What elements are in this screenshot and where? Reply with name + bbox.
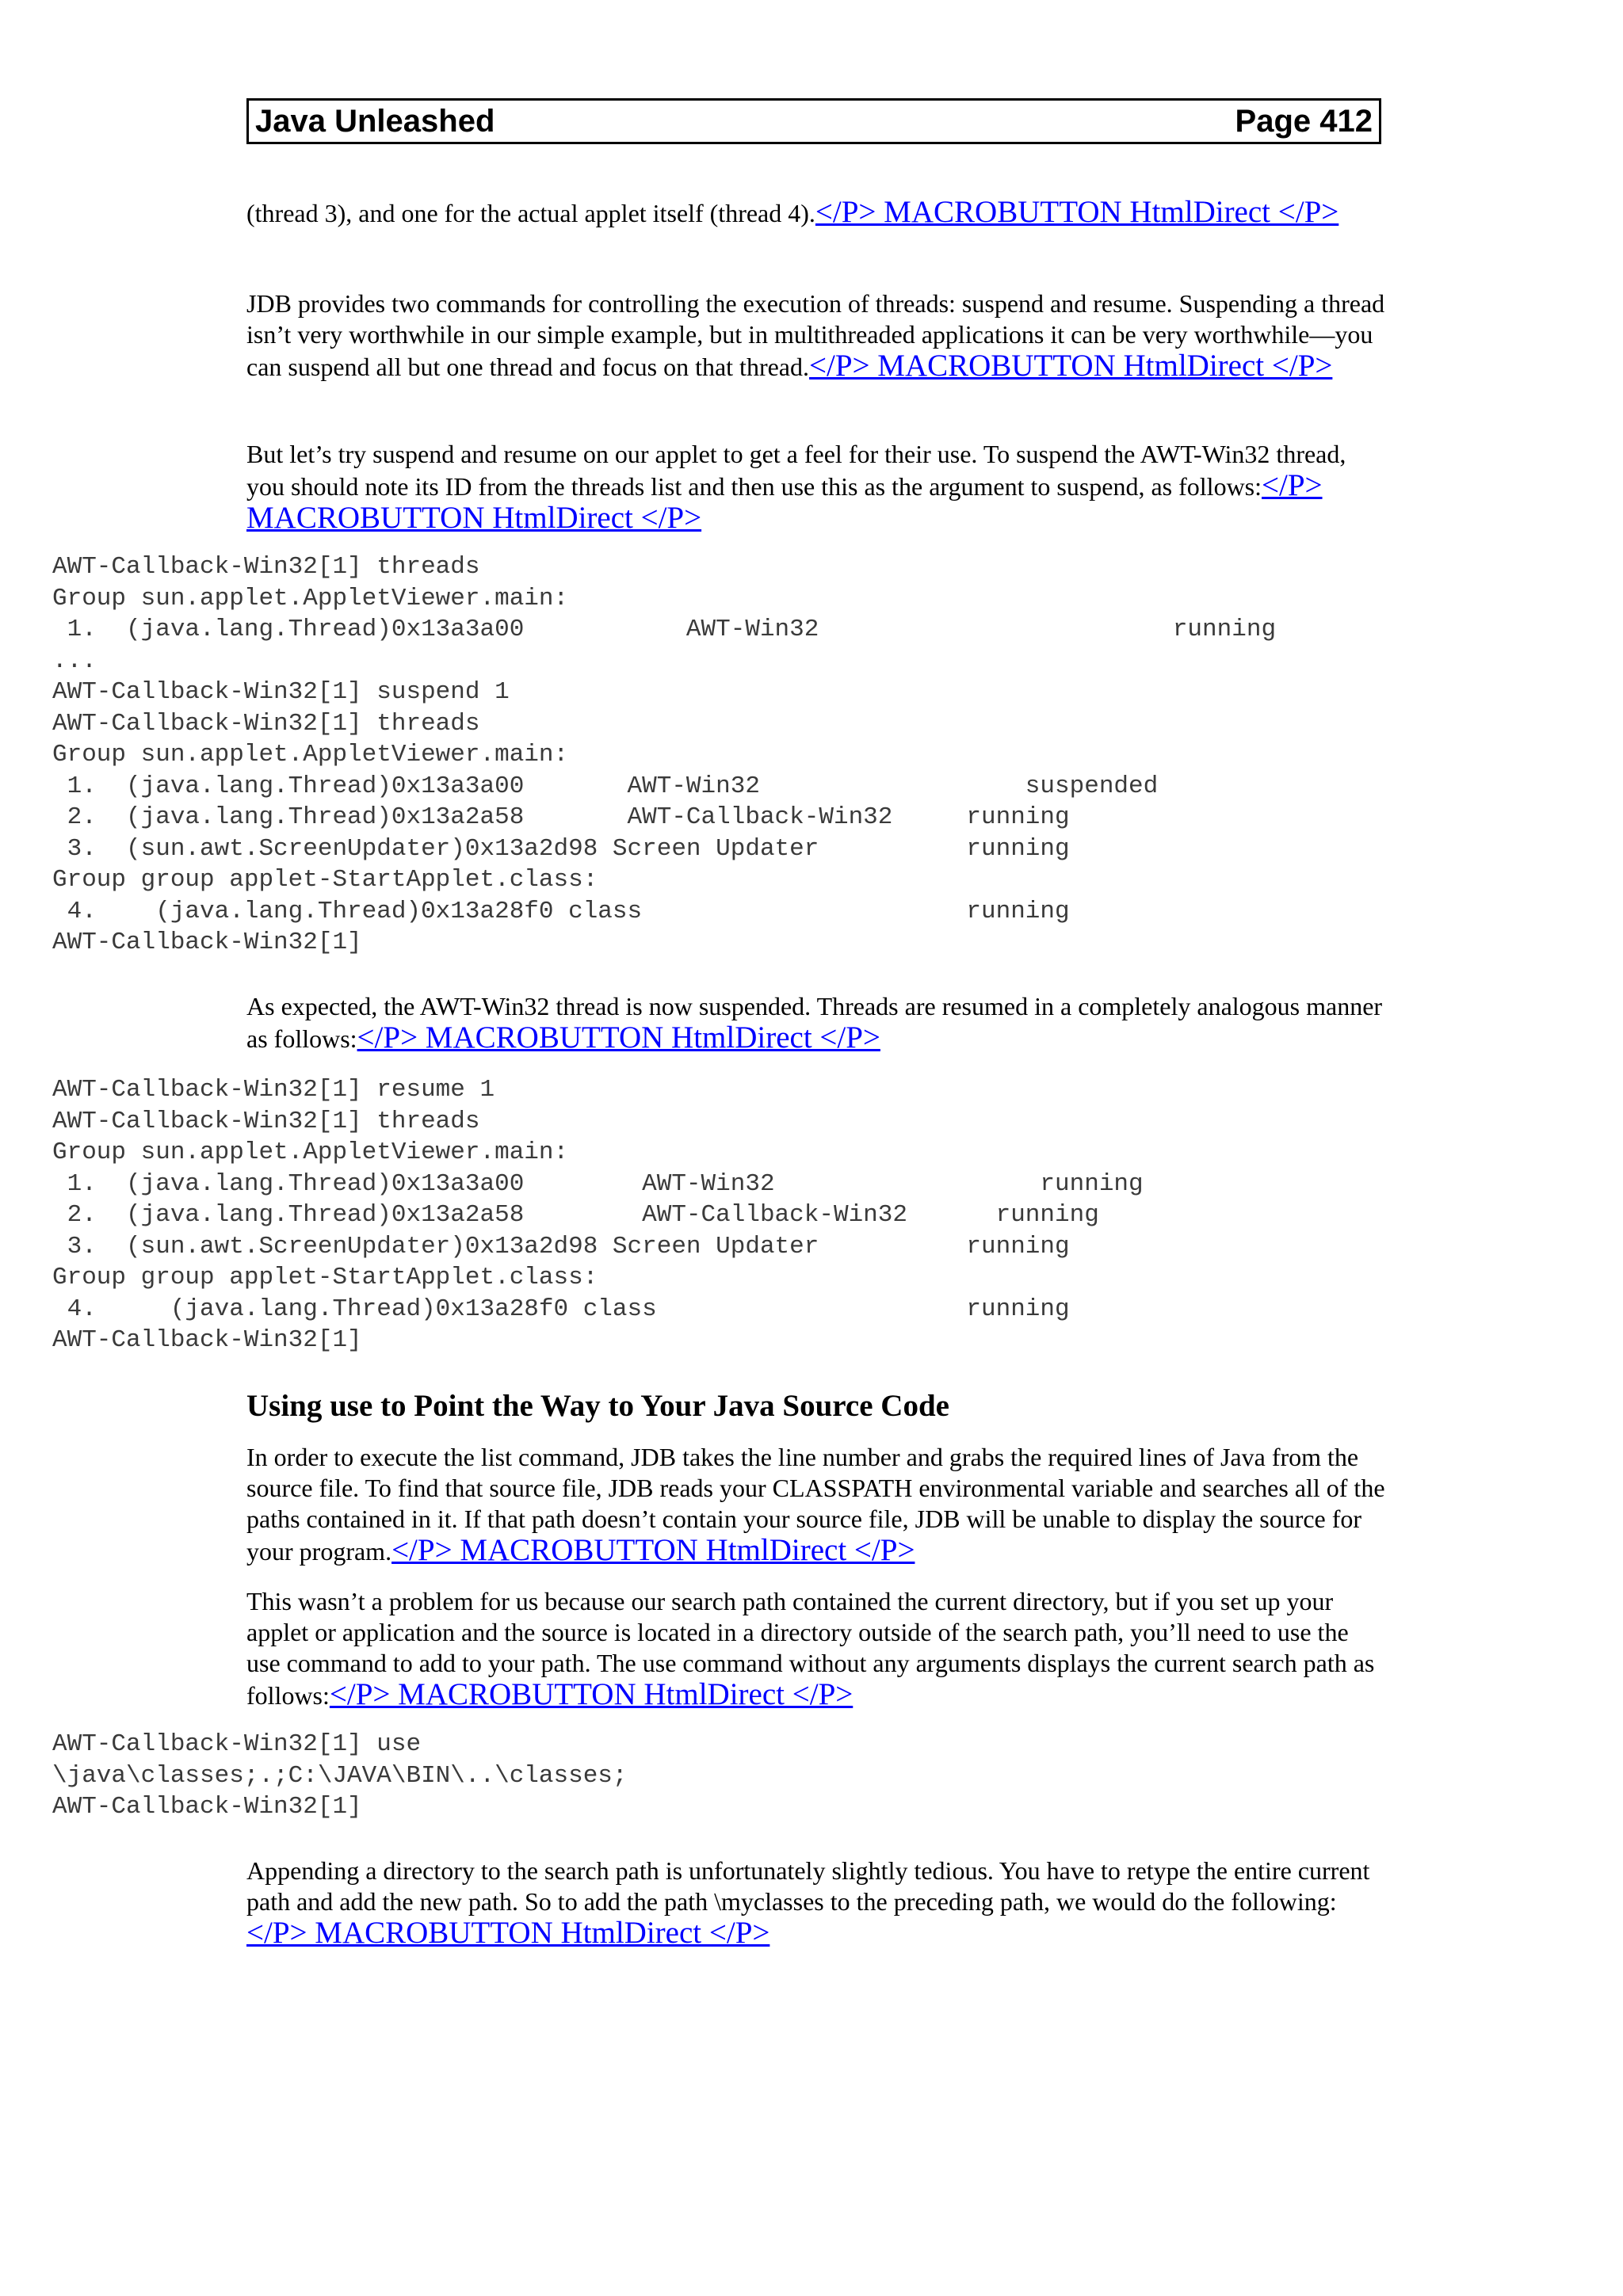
code-line: 3. (sun.awt.ScreenUpdater)0x13a2d98 Screen Updater running: [52, 834, 1070, 863]
code-line: ...: [52, 646, 97, 675]
code-line: Group sun.applet.AppletViewer.main:: [52, 741, 569, 769]
macrobutton-link[interactable]: </P> MACROBUTTON HtmlDirect </P>: [246, 1916, 770, 1950]
code-line: AWT-Callback-Win32[1]: [52, 1326, 362, 1354]
code-line: AWT-Callback-Win32[1] threads: [52, 553, 480, 581]
macrobutton-link[interactable]: </P> MACROBUTTON HtmlDirect </P>: [391, 1533, 915, 1567]
macrobutton-link[interactable]: </P> MACROBUTTON HtmlDirect </P>: [329, 1677, 854, 1711]
code-line: Group group applet-StartApplet.class:: [52, 866, 598, 894]
code-line: 1. (java.lang.Thread)0x13a3a00 AWT-Win32 suspended: [52, 772, 1159, 800]
code-line: AWT-Callback-Win32[1]: [52, 1793, 362, 1821]
code-line: AWT-Callback-Win32[1] suspend 1: [52, 678, 510, 706]
paragraph-text: Appending a directory to the search path is unfortunately slightly tedious. You have to retype the entire current path and add the new path. So to add the path \myclasses to the preceding path, we would do the following:: [246, 1856, 1370, 1916]
code-line: 1. (java.lang.Thread)0x13a3a00 AWT-Win32 running: [52, 616, 1277, 643]
macrobutton-link[interactable]: </P> MACROBUTTON HtmlDirect </P>: [246, 468, 1323, 535]
macrobutton-link[interactable]: </P> MACROBUTTON HtmlDirect </P>: [815, 195, 1339, 229]
macrobutton-link[interactable]: </P> MACROBUTTON HtmlDirect </P>: [809, 349, 1333, 383]
code-line: 2. (java.lang.Thread)0x13a2a58 AWT-Callback-Win32 running: [52, 803, 1070, 831]
page-number: Page 412: [1235, 104, 1373, 139]
paragraph: [246, 288, 1388, 383]
paragraph-text: (thread 3), and one for the actual applet itself (thread 4).: [246, 199, 815, 227]
code-line: Group sun.applet.AppletViewer.main:: [52, 584, 569, 612]
macrobutton-link[interactable]: </P> MACROBUTTON HtmlDirect </P>: [357, 1020, 880, 1055]
paragraph-text: This wasn’t a problem for us because our search path contained the current directory, but if you set up your applet or application and the source is located in a directory outside of the search path, you’ll need to use the use command to add to your path. The use command without any arguments displays the current search path as follows:: [246, 1587, 1375, 1710]
code-line: Group sun.applet.AppletViewer.main:: [52, 1138, 569, 1166]
code-line: AWT-Callback-Win32[1] resume 1: [52, 1076, 495, 1104]
code-line: 2. (java.lang.Thread)0x13a2a58 AWT-Callback-Win32 running: [52, 1201, 1099, 1229]
code-line: Group group applet-StartApplet.class:: [52, 1264, 598, 1291]
code-block-threads-resume: [52, 1074, 1144, 1356]
paragraph: [246, 1855, 1388, 1950]
code-line: AWT-Callback-Win32[1]: [52, 929, 362, 956]
paragraph-text: In order to execute the list command, JDB takes the line number and grabs the required lines of Java from the source file. To find that source file, JDB reads your CLASSPATH environmental variable and searches all of the paths contained in it. If that path doesn’t contain your source file, JDB will be unable to display the source for your program.: [246, 1443, 1385, 1566]
code-line: 3. (sun.awt.ScreenUpdater)0x13a2d98 Screen Updater running: [52, 1232, 1070, 1261]
code-block-threads-suspend: [52, 551, 1276, 959]
code-line: 1. (java.lang.Thread)0x13a3a00 AWT-Win32 running: [52, 1169, 1144, 1198]
paragraph: [246, 1442, 1388, 1567]
code-line: 4. (java.lang.Thread)0x13a28f0 class running: [52, 897, 1070, 925]
page-header: [246, 98, 1381, 144]
paragraph: [246, 439, 1388, 535]
paragraph-text: But let’s try suspend and resume on our applet to get a feel for their use. To suspend the AWT-Win32 thread, you should note its ID from the threads list and then use this as the argument to suspend, as follows:: [246, 440, 1346, 501]
section-heading: Using use to Point the Way to Your Java Source Code: [246, 1389, 949, 1423]
code-line: AWT-Callback-Win32[1] use: [52, 1730, 422, 1758]
code-line: 4. (java.lang.Thread)0x13a28f0 class running: [52, 1295, 1070, 1323]
paragraph: [246, 196, 1388, 229]
code-block-use: [52, 1729, 628, 1823]
book-title: Java Unleashed: [255, 104, 495, 139]
code-line: AWT-Callback-Win32[1] threads: [52, 1107, 480, 1135]
paragraph: [246, 1586, 1388, 1711]
code-line: \java\classes;.;C:\JAVA\BIN\..\classes;: [52, 1761, 628, 1790]
paragraph-text: As expected, the AWT-Win32 thread is now suspended. Threads are resumed in a completely analogous manner as follows:: [246, 992, 1383, 1053]
code-line: AWT-Callback-Win32[1] threads: [52, 709, 480, 738]
paragraph-text: JDB provides two commands for controlling the execution of threads: suspend and resume. Suspending a thread isn’t very worthwhile in our simple example, but in multithreaded applications it can be very worthwhile—you can suspend all but one thread and focus on that thread.: [246, 289, 1385, 381]
paragraph: [246, 991, 1388, 1055]
